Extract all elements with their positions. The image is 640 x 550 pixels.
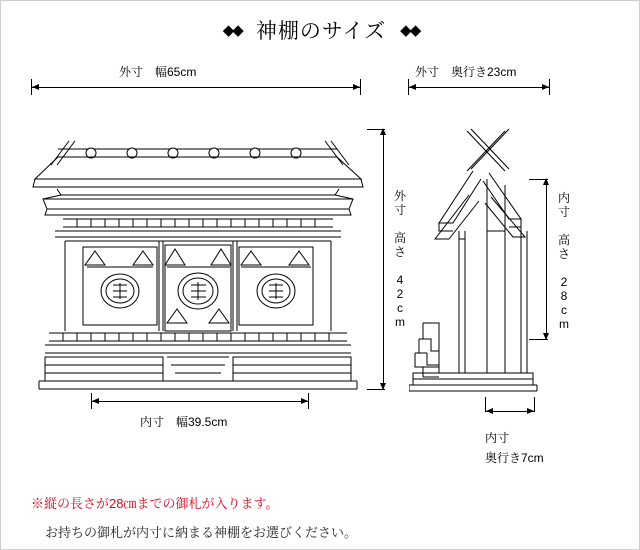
side-view-drawing xyxy=(409,127,549,392)
front-outer-width-arrow-left xyxy=(32,84,39,90)
side-inner-height-char-4: 2 xyxy=(560,275,568,289)
front-outer-height-char-4: 4 xyxy=(396,273,404,287)
note-black: お持ちの御札が内寸に納まる神棚をお選びください。 xyxy=(45,525,358,540)
side-inner-depth-label-line2: 奥行き7cm xyxy=(485,451,544,465)
side-inner-height-char-2: 高 xyxy=(557,233,570,247)
side-outer-depth-arrow-right xyxy=(542,84,549,90)
side-inner-depth-arrow-right xyxy=(527,408,534,414)
front-inner-width-line xyxy=(91,401,309,402)
front-view-drawing xyxy=(25,119,370,394)
side-inner-height-char-1: 寸 xyxy=(557,205,570,219)
side-inner-depth-tick-right xyxy=(534,397,535,411)
page-title xyxy=(1,15,640,45)
side-outer-depth-line xyxy=(408,87,550,88)
front-outer-height-label xyxy=(393,189,407,329)
side-outer-depth-arrow-left xyxy=(409,84,416,90)
front-outer-height-line xyxy=(383,129,384,389)
title-right-diamonds: ◆◆ xyxy=(400,22,420,39)
side-inner-height-char-6: c xyxy=(561,303,567,317)
front-outer-height-char-6: c xyxy=(397,301,403,315)
side-inner-height-line xyxy=(546,179,547,339)
front-outer-width-line xyxy=(31,87,361,88)
front-inner-width-arrow-left xyxy=(92,398,99,404)
front-outer-height-char-2: 高 xyxy=(393,231,406,245)
side-inner-height-tick-bottom xyxy=(529,339,548,340)
side-inner-depth-arrow-left xyxy=(486,408,493,414)
side-inner-height-char-5: 8 xyxy=(560,289,568,303)
front-inner-width-label: 内寸 幅39.5cm xyxy=(140,415,228,429)
front-outer-height-tick-bottom xyxy=(367,389,385,390)
front-outer-height-char-5: 2 xyxy=(396,287,404,301)
title-text: 神棚のサイズ xyxy=(255,20,387,43)
title-left-diamonds: ◆◆ xyxy=(222,22,242,39)
front-inner-width-arrow-right xyxy=(301,398,308,404)
front-outer-width-label: 外寸 幅65cm xyxy=(119,65,197,79)
side-inner-depth-label-line1: 内寸 xyxy=(485,431,510,445)
side-inner-height-char-0: 内 xyxy=(557,191,570,205)
side-inner-height-label xyxy=(557,191,571,331)
front-outer-height-char-0: 外 xyxy=(393,189,406,203)
side-inner-height-char-3: さ xyxy=(557,247,570,261)
front-outer-height-char-3: さ xyxy=(393,245,406,259)
side-outer-depth-label: 外寸 奥行き23cm xyxy=(415,65,517,79)
note-red: ※縦の長さが28㎝までの御札が入ります。 xyxy=(31,496,279,511)
front-outer-width-arrow-right xyxy=(353,84,360,90)
front-outer-height-tick-top xyxy=(367,129,385,130)
side-inner-height-char-7: m xyxy=(559,317,569,331)
front-outer-height-char-7: m xyxy=(395,315,405,329)
side-inner-height-tick-top xyxy=(529,179,548,180)
front-outer-height-char-1: 寸 xyxy=(393,203,406,217)
